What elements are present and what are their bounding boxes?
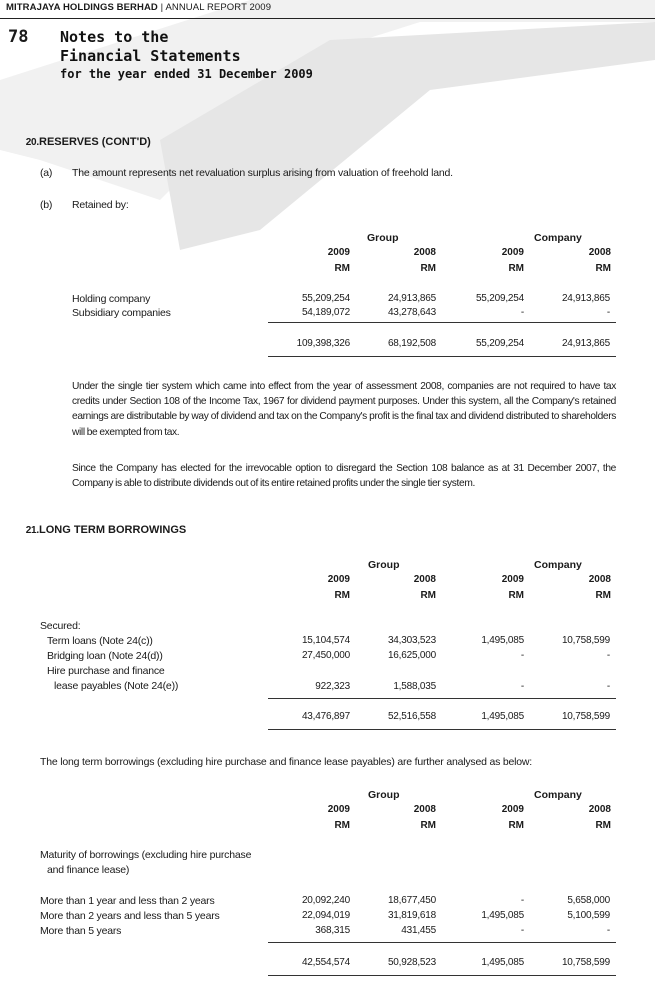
section-20-number: 20. xyxy=(25,137,39,148)
t1-cell: 55,209,254 xyxy=(301,293,350,304)
t2-cell: 10,758,599 xyxy=(561,635,610,646)
t2-cell: 922,323 xyxy=(315,681,350,692)
report-name: ANNUAL REPORT 2009 xyxy=(165,2,272,13)
report-header xyxy=(6,2,271,13)
t2-cell: 1,588,035 xyxy=(393,681,436,692)
t2-row3-label: Hire purchase and finance xyxy=(47,665,165,677)
t2-cell: 1,495,085 xyxy=(481,635,524,646)
t3-total-rule xyxy=(268,975,616,976)
t1-total: 24,913,865 xyxy=(561,338,610,349)
t1-cell: 54,189,072 xyxy=(301,307,350,318)
page-title-line1: Notes to the xyxy=(60,28,169,46)
t1-cell: - xyxy=(520,307,524,318)
t3-cell: 1,495,085 xyxy=(481,910,524,921)
t3-row1-label: More than 1 year and less than 2 years xyxy=(40,895,215,907)
header-rule xyxy=(0,18,655,19)
t2-col4-header: 2008 RM xyxy=(588,574,611,601)
t3-cell: 31,819,618 xyxy=(387,910,436,921)
section-20-heading xyxy=(7,136,151,148)
t2-group-header: Group xyxy=(368,559,400,571)
header-divider: | xyxy=(160,2,166,13)
note-b-text: Retained by: xyxy=(72,199,129,211)
t2-col2-header: 2008 RM xyxy=(413,574,436,601)
section-20-title: RESERVES (CONT'D) xyxy=(39,136,151,148)
section-21-number: 21. xyxy=(25,525,39,536)
analysis-intro-text: The long term borrowings (excluding hire purchase and finance lease payables) are further analysed as below: xyxy=(40,756,533,768)
t1-row2-label: Subsidiary companies xyxy=(72,307,171,319)
t3-cell: 18,677,450 xyxy=(387,895,436,906)
t1-group-header: Group xyxy=(367,232,399,244)
t1-company-header: Company xyxy=(534,232,582,244)
t3-cell: 431,455 xyxy=(401,925,436,936)
t3-total: 42,554,574 xyxy=(301,957,350,968)
page-number: 78 xyxy=(8,27,29,47)
t3-col3-header: 2009 RM xyxy=(501,804,524,831)
t2-row3-label-cont: lease payables (Note 24(e)) xyxy=(54,680,179,692)
company-name: MITRAJAYA HOLDINGS BERHAD xyxy=(6,2,158,13)
t3-total: 1,495,085 xyxy=(481,957,524,968)
irrevocable-option-paragraph: Since the Company has elected for the irrevocable option to disregard the Section 108 balance as at 31 December 2007, the Company is able to distribute dividends out of its entire retained profits under the single tier system. xyxy=(72,463,616,490)
t3-cell: - xyxy=(520,925,524,936)
t3-total: 50,928,523 xyxy=(387,957,436,968)
note-a-label: (a) xyxy=(40,167,53,179)
t3-cell: 5,100,599 xyxy=(567,910,610,921)
page-title-line2: Financial Statements xyxy=(60,47,241,65)
t2-row1-label: Term loans (Note 24(c)) xyxy=(47,635,153,647)
t1-cell: 43,278,643 xyxy=(387,307,436,318)
t3-cell: 5,658,000 xyxy=(567,895,610,906)
t3-col1-header: 2009 RM xyxy=(327,804,350,831)
t3-cell: 20,092,240 xyxy=(301,895,350,906)
t2-cell: - xyxy=(520,681,524,692)
t2-cell: 16,625,000 xyxy=(387,650,436,661)
t3-row2-label: More than 2 years and less than 5 years xyxy=(40,910,220,922)
t2-subtotal-rule xyxy=(268,698,616,699)
t3-heading-line2: and finance lease) xyxy=(47,864,130,876)
t2-cell: 15,104,574 xyxy=(301,635,350,646)
t1-total-rule xyxy=(268,356,616,357)
t1-total: 109,398,326 xyxy=(296,338,350,349)
t2-cell: 34,303,523 xyxy=(387,635,436,646)
t1-cell: 55,209,254 xyxy=(475,293,524,304)
t2-col1-header: 2009 RM xyxy=(327,574,350,601)
t1-total: 68,192,508 xyxy=(387,338,436,349)
t3-total: 10,758,599 xyxy=(561,957,610,968)
t2-total-rule xyxy=(268,729,616,730)
t3-row3-label: More than 5 years xyxy=(40,925,122,937)
t2-total: 10,758,599 xyxy=(561,711,610,722)
t2-col3-header: 2009 RM xyxy=(501,574,524,601)
t1-total: 55,209,254 xyxy=(475,338,524,349)
t3-company-header: Company xyxy=(534,789,582,801)
note-a-text: The amount represents net revaluation surplus arising from valuation of freehold land. xyxy=(72,167,453,179)
t1-cell: 24,913,865 xyxy=(561,293,610,304)
t1-col4-header: 2008 RM xyxy=(588,247,611,274)
t2-cell: - xyxy=(606,681,610,692)
t2-total: 52,516,558 xyxy=(387,711,436,722)
note-b-label: (b) xyxy=(40,199,53,211)
t2-company-header: Company xyxy=(534,559,582,571)
t2-cell: - xyxy=(520,650,524,661)
t3-cell: - xyxy=(520,895,524,906)
t1-col2-header: 2008 RM xyxy=(413,247,436,274)
t2-row2-label: Bridging loan (Note 24(d)) xyxy=(47,650,163,662)
t3-heading-line1: Maturity of borrowings (excluding hire purchase xyxy=(40,849,252,861)
t1-col3-header: 2009 RM xyxy=(501,247,524,274)
t3-group-header: Group xyxy=(368,789,400,801)
t1-cell: 24,913,865 xyxy=(387,293,436,304)
single-tier-paragraph: Under the single tier system which came into effect from the year of assessment 2008, companies are not required to have tax credits under Section 108 of the Income Tax, 1967 for dividend payment purposes. Under this system, all the Company's retained earnings are distributable by way of dividend and tax on the Company's profit is the final tax and dividend distributed to shareholders will be exempted from tax. xyxy=(72,381,616,438)
t1-subtotal-rule xyxy=(268,322,616,323)
t3-cell: 22,094,019 xyxy=(301,910,350,921)
t2-cell: - xyxy=(606,650,610,661)
t3-cell: 368,315 xyxy=(315,925,350,936)
t1-cell: - xyxy=(606,307,610,318)
section-21-heading xyxy=(7,524,186,536)
t2-cell: 27,450,000 xyxy=(301,650,350,661)
t2-secured-label: Secured: xyxy=(40,620,81,632)
t1-row1-label: Holding company xyxy=(72,293,151,305)
section-21-title: LONG TERM BORROWINGS xyxy=(39,524,187,536)
t2-total: 1,495,085 xyxy=(481,711,524,722)
t3-subtotal-rule xyxy=(268,942,616,943)
t2-total: 43,476,897 xyxy=(301,711,350,722)
t3-col2-header: 2008 RM xyxy=(413,804,436,831)
page-title-line3: for the year ended 31 December 2009 xyxy=(60,67,313,81)
t3-col4-header: 2008 RM xyxy=(588,804,611,831)
t1-col1-header: 2009 RM xyxy=(327,247,350,274)
t3-cell: - xyxy=(606,925,610,936)
